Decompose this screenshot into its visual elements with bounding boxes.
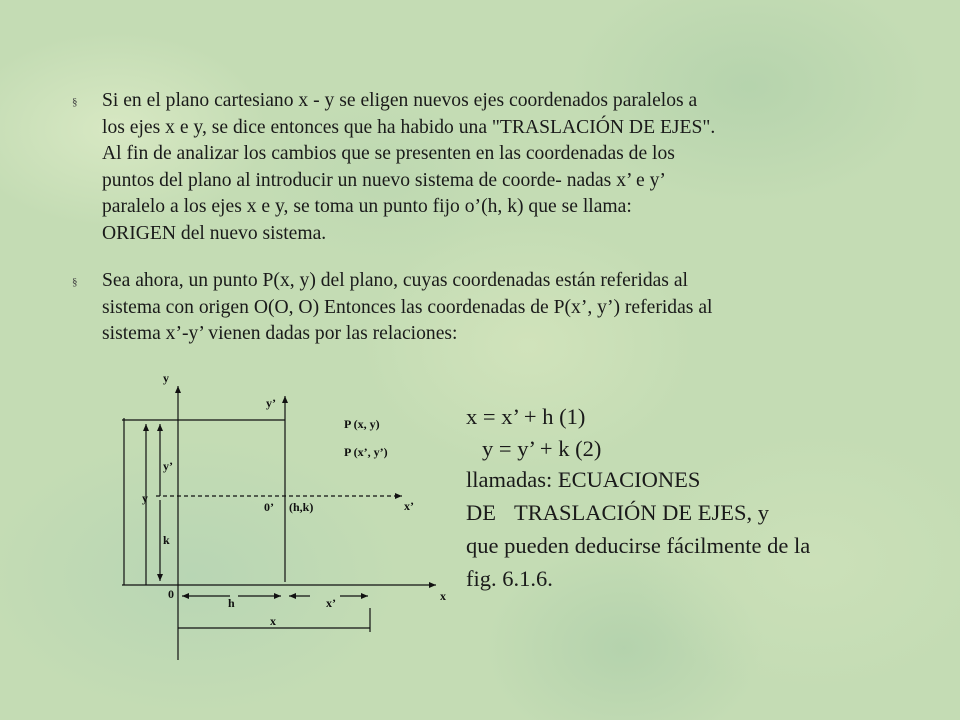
caption-word: DE — [466, 500, 496, 525]
paragraph-line: Al fin de analizar los cambios que se presenten en las coordenadas de los — [102, 143, 675, 164]
x-prime-measure-label: x’ — [326, 596, 336, 610]
caption-word: TRASLACIÓN DE EJES, y — [514, 500, 770, 525]
equation-y: y = y’ + k (2) — [482, 436, 602, 461]
equations-caption-line — [466, 500, 769, 526]
origin-label: 0 — [168, 587, 174, 601]
bullet-icon: § — [72, 276, 78, 288]
paragraph-line: paralelo a los ejes x e y, se toma un punto fijo o’(h, k) que se llama: — [102, 196, 632, 217]
hk-label: (h,k) — [289, 500, 314, 514]
x-prime-axis-label: x’ — [404, 499, 414, 513]
y-measure-label: y — [142, 491, 148, 505]
x-measure-label: x — [270, 614, 276, 628]
y-prime-axis-label: y’ — [266, 396, 276, 410]
origin-prime-label: 0’ — [264, 500, 274, 514]
paragraph-line: Si en el plano cartesiano x - y se eligen nuevos ejes coordenados paralelos a — [102, 90, 698, 111]
equations-caption-line: fig. 6.1.6. — [466, 566, 553, 591]
equations-caption-line: llamadas: ECUACIONES — [466, 467, 701, 492]
paragraph-line: sistema con origen O(O, O) Entonces las coordenadas de P(x’, y’) referidas al — [102, 296, 713, 318]
paragraph-line: ORIGEN del nuevo sistema. — [102, 222, 327, 244]
paragraph-line: los ejes x e y, se dice entonces que ha habido una "TRASLACIÓN DE EJES". — [102, 116, 716, 138]
bullet-icon: § — [72, 96, 78, 108]
equation-x: x = x’ + h (1) — [466, 404, 586, 429]
k-measure-label: k — [163, 533, 170, 547]
paragraph-line: sistema x’-y’ vienen dadas por las relaciones: — [102, 323, 458, 344]
equations-caption-line: que pueden deducirse fácilmente de la — [466, 533, 811, 558]
paragraph-line: Sea ahora, un punto P(x, y) del plano, cuyas coordenadas están referidas al — [102, 270, 688, 291]
x-axis-label: x — [440, 589, 446, 603]
y-prime-measure-label: y’ — [163, 459, 173, 473]
h-measure-label: h — [228, 596, 235, 610]
point-xpyp-label: P (x’, y’) — [344, 445, 388, 459]
point-xy-label: P (x, y) — [344, 417, 380, 431]
y-axis-label: y — [163, 371, 169, 385]
paragraph-line: puntos del plano al introducir un nuevo sistema de coorde- nadas x’ e y’ — [102, 169, 666, 191]
